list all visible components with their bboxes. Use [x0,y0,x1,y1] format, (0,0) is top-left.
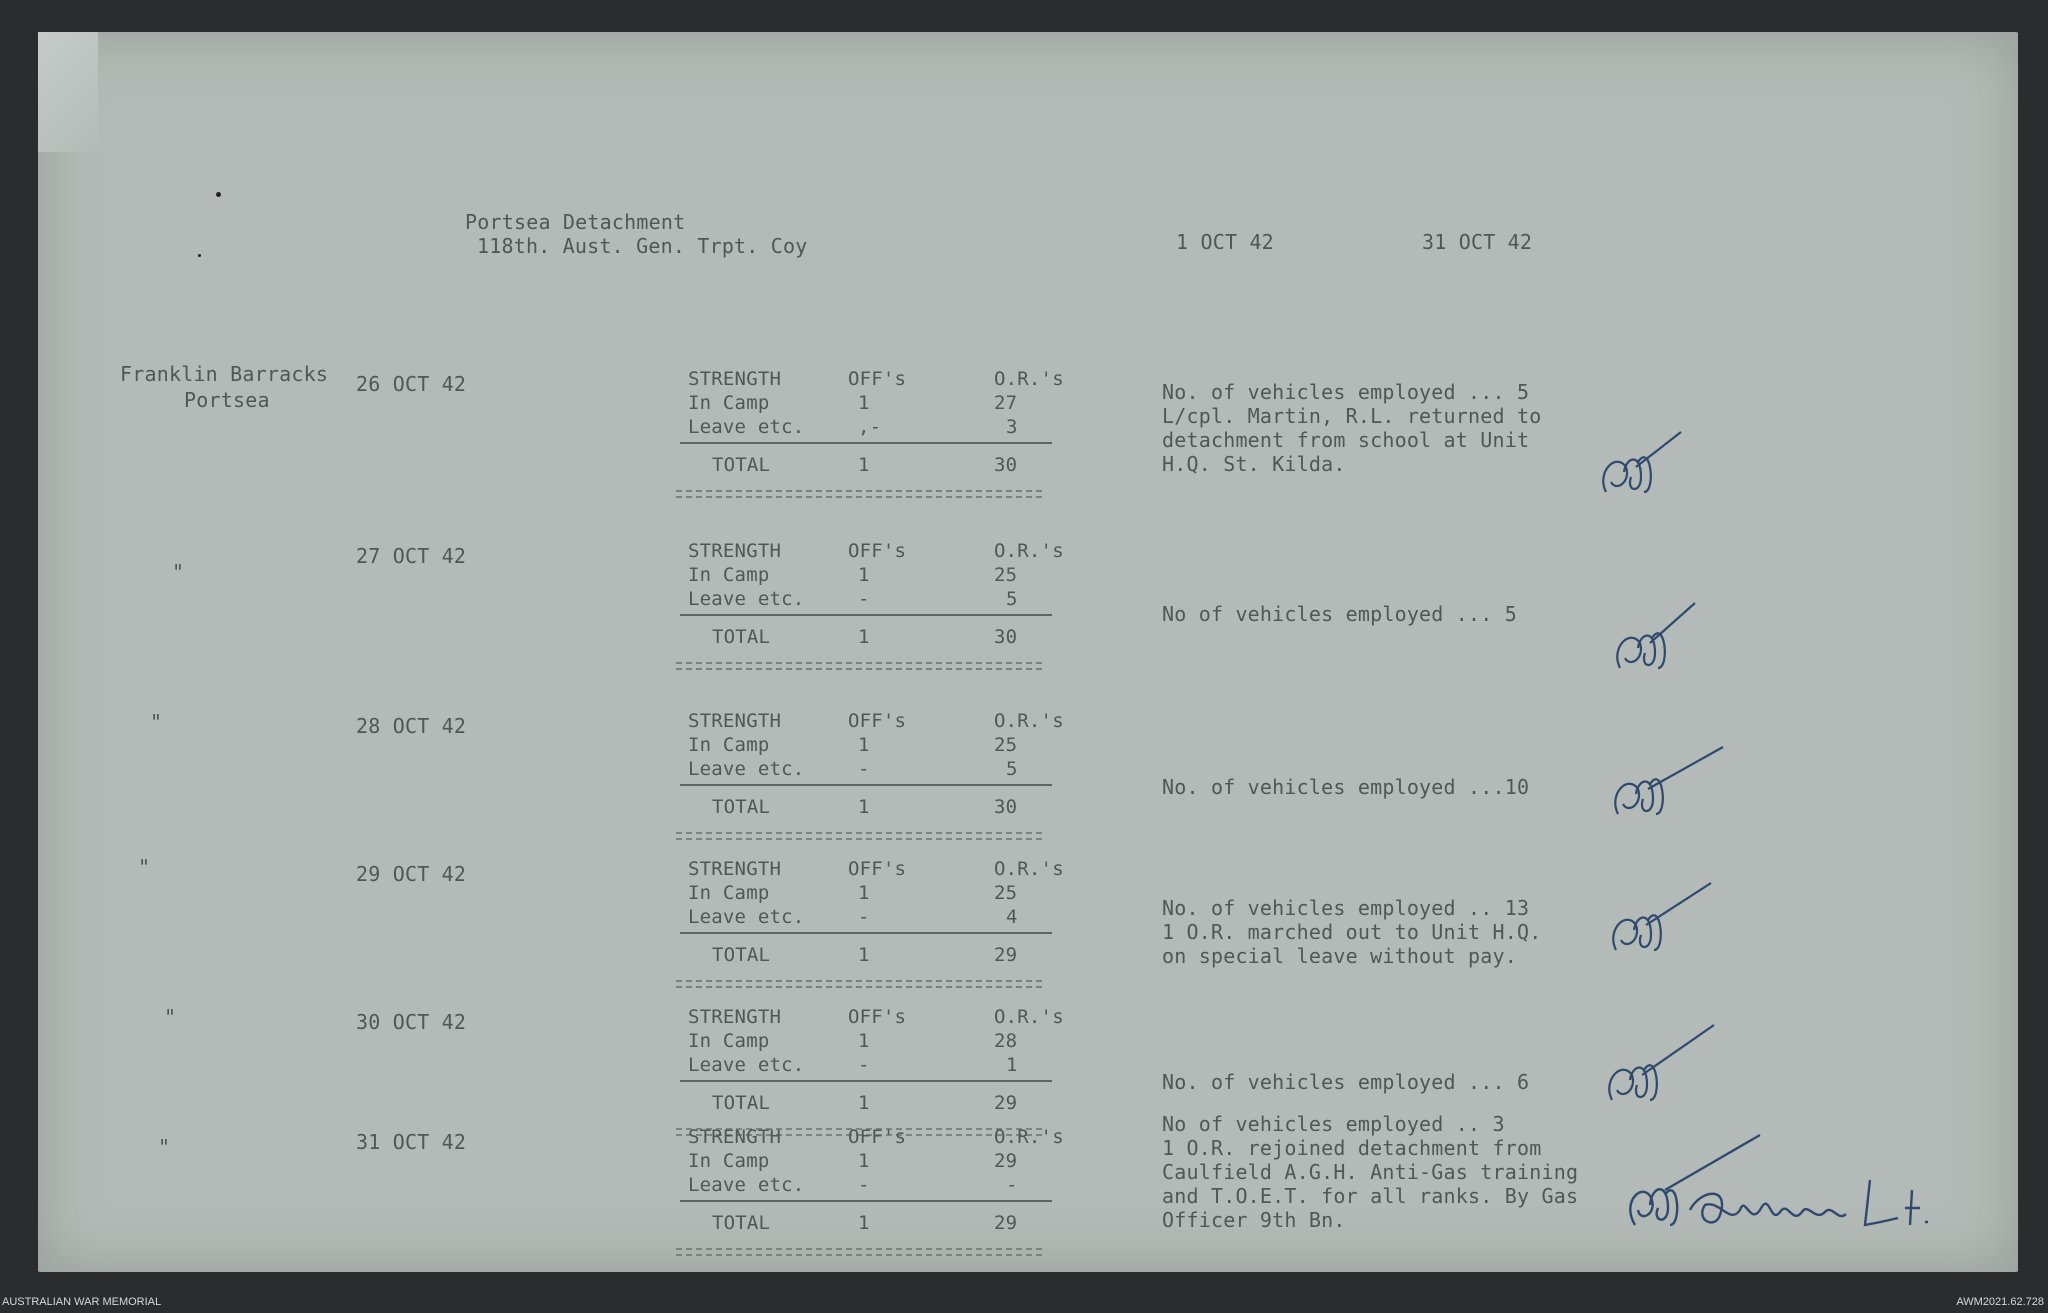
total-label: TOTAL [712,1092,771,1114]
remark-line: H.Q. St. Kilda. [1162,452,1346,476]
unit-name-line1: Portsea Detachment [465,210,686,234]
ors-header: O.R.'s [994,540,1064,562]
initials-signature [1596,422,1686,502]
subtotal-rule [680,784,1052,786]
subtotal-rule [680,932,1052,934]
remark-line: and T.O.E.T. for all ranks. By Gas [1162,1184,1579,1208]
strength-label: STRENGTH [688,710,782,732]
remark-line: No. of vehicles employed ... 5 [1162,380,1530,404]
total-officers: 1 [858,626,870,648]
entry-date: 29 OCT 42 [356,862,467,886]
strength-label: STRENGTH [688,540,782,562]
remark-line: No of vehicles employed .. 3 [1162,1112,1505,1136]
leave-officers: ,- [858,416,882,438]
remark-line: detachment from school at Unit [1162,428,1530,452]
leave-officers: - [858,1174,870,1196]
leave-label: Leave etc. [688,1054,805,1076]
in-camp-other-ranks: 25 [994,734,1018,756]
total-double-rule [676,832,1042,840]
total-officers: 1 [858,1092,870,1114]
subtotal-rule [680,1080,1052,1082]
leave-label: Leave etc. [688,758,805,780]
leave-label: Leave etc. [688,906,805,928]
subtotal-rule [680,1200,1052,1202]
strength-label: STRENGTH [688,368,782,390]
entry-date: 26 OCT 42 [356,372,467,396]
in-camp-officers: 1 [858,734,870,756]
leave-other-ranks: 3 [1006,416,1018,438]
ditto-mark: " [164,1005,177,1029]
footer-archive-name: AUSTRALIAN WAR MEMORIAL [2,1296,162,1308]
offs-header: OFF's [848,540,907,562]
in-camp-label: In Camp [688,1030,770,1052]
footer-accession-number: AWM2021.62.728 [1956,1296,2044,1308]
initials-signature [1610,598,1700,678]
in-camp-other-ranks: 27 [994,392,1018,414]
total-other-ranks: 30 [994,626,1018,648]
initials-signature [1608,744,1728,824]
remark-line: No. of vehicles employed .. 13 [1162,896,1530,920]
total-other-ranks: 29 [994,944,1018,966]
ditto-mark: " [150,710,163,734]
total-officers: 1 [858,796,870,818]
in-camp-label: In Camp [688,882,770,904]
entry-date: 28 OCT 42 [356,714,467,738]
leave-other-ranks: 5 [1006,758,1018,780]
total-label: TOTAL [712,454,771,476]
ditto-mark: " [172,560,185,584]
date-to: 31 OCT 42 [1422,230,1533,254]
remark-line: 1 O.R. marched out to Unit H.Q. [1162,920,1542,944]
remark-line: Caulfield A.G.H. Anti-Gas training [1162,1160,1579,1184]
in-camp-other-ranks: 25 [994,882,1018,904]
ors-header: O.R.'s [994,368,1064,390]
ors-header: O.R.'s [994,858,1064,880]
leave-label: Leave etc. [688,588,805,610]
unit-name-line2: 118th. Aust. Gen. Trpt. Coy [477,234,808,258]
in-camp-officers: 1 [858,392,870,414]
offs-header: OFF's [848,710,907,732]
total-double-rule [676,662,1042,670]
date-from: 1 OCT 42 [1176,230,1274,254]
paper-mark [198,254,201,257]
entry-date: 27 OCT 42 [356,544,467,568]
total-label: TOTAL [712,1212,771,1234]
strength-label: STRENGTH [688,1126,782,1148]
total-double-rule [676,980,1042,988]
ditto-mark: " [158,1135,171,1159]
officer-signature [1620,1130,1970,1240]
leave-officers: - [858,1054,870,1076]
paper-mark [216,192,221,197]
strength-label: STRENGTH [688,1006,782,1028]
total-other-ranks: 29 [994,1212,1018,1234]
leave-label: Leave etc. [688,1174,805,1196]
leave-label: Leave etc. [688,416,805,438]
initials-signature [1606,880,1716,960]
location-line2: Portsea [184,388,270,412]
total-officers: 1 [858,944,870,966]
total-label: TOTAL [712,796,771,818]
leave-other-ranks: - [1006,1174,1018,1196]
ors-header: O.R.'s [994,710,1064,732]
in-camp-other-ranks: 25 [994,564,1018,586]
strength-label: STRENGTH [688,858,782,880]
remark-line: Officer 9th Bn. [1162,1208,1346,1232]
remark-line: on special leave without pay. [1162,944,1517,968]
total-double-rule [676,490,1042,498]
total-officers: 1 [858,454,870,476]
in-camp-officers: 1 [858,564,870,586]
total-other-ranks: 30 [994,796,1018,818]
in-camp-label: In Camp [688,564,770,586]
in-camp-officers: 1 [858,882,870,904]
leave-officers: - [858,588,870,610]
subtotal-rule [680,614,1052,616]
total-other-ranks: 30 [994,454,1018,476]
in-camp-label: In Camp [688,1150,770,1172]
in-camp-other-ranks: 29 [994,1150,1018,1172]
in-camp-officers: 1 [858,1030,870,1052]
leave-other-ranks: 5 [1006,588,1018,610]
ditto-mark: " [138,855,151,879]
total-other-ranks: 29 [994,1092,1018,1114]
document-sheet [38,32,2018,1272]
total-label: TOTAL [712,626,771,648]
entry-date: 30 OCT 42 [356,1010,467,1034]
leave-officers: - [858,758,870,780]
in-camp-officers: 1 [858,1150,870,1172]
leave-officers: - [858,906,870,928]
remark-line: No. of vehicles employed ... 6 [1162,1070,1530,1094]
offs-header: OFF's [848,858,907,880]
remark-line: L/cpl. Martin, R.L. returned to [1162,404,1542,428]
initials-signature [1602,1020,1717,1120]
remark-line: 1 O.R. rejoined detachment from [1162,1136,1542,1160]
total-label: TOTAL [712,944,771,966]
location-line1: Franklin Barracks [120,362,329,386]
remark-line: No of vehicles employed ... 5 [1162,602,1517,626]
in-camp-other-ranks: 28 [994,1030,1018,1052]
subtotal-rule [680,442,1052,444]
in-camp-label: In Camp [688,392,770,414]
leave-other-ranks: 4 [1006,906,1018,928]
offs-header: OFF's [848,368,907,390]
in-camp-label: In Camp [688,734,770,756]
ors-header: O.R.'s [994,1126,1064,1148]
ors-header: O.R.'s [994,1006,1064,1028]
offs-header: OFF's [848,1126,907,1148]
remark-line: No. of vehicles employed ...10 [1162,775,1530,799]
total-officers: 1 [858,1212,870,1234]
offs-header: OFF's [848,1006,907,1028]
entry-date: 31 OCT 42 [356,1130,467,1154]
total-double-rule [676,1248,1042,1256]
leave-other-ranks: 1 [1006,1054,1018,1076]
